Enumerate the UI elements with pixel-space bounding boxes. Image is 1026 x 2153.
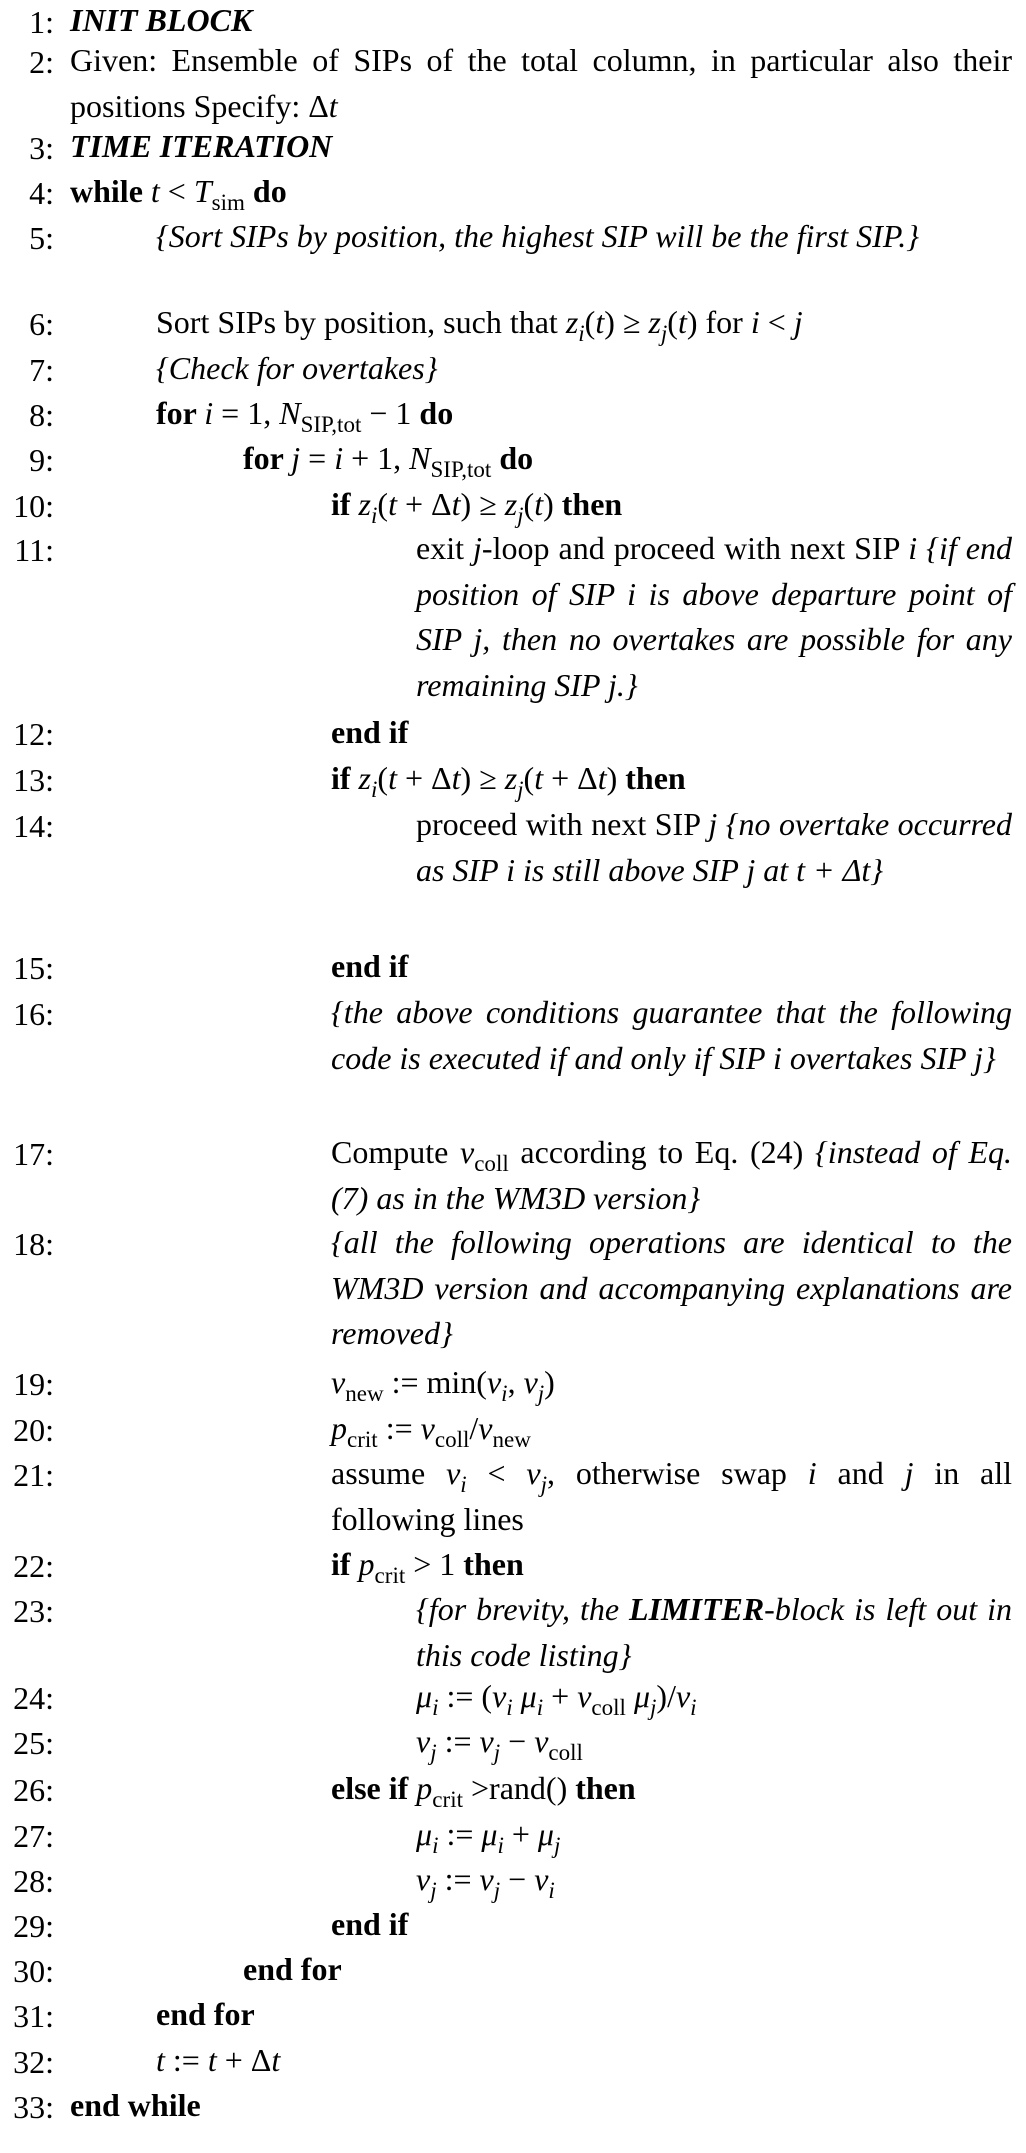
line-content xyxy=(70,38,1012,129)
line-number: 22: xyxy=(13,1548,54,1584)
text: − xyxy=(500,1861,535,1897)
text: + xyxy=(503,1816,538,1852)
text: < xyxy=(159,173,194,209)
line-content xyxy=(331,990,1012,1081)
text: , otherwise swap xyxy=(547,1455,808,1491)
math-symbol: j xyxy=(708,806,718,842)
math-symbol: μ xyxy=(520,1678,537,1714)
line-content xyxy=(331,482,1012,528)
text: / xyxy=(469,1410,479,1446)
line-content xyxy=(331,1542,1012,1588)
subscript: j xyxy=(517,502,524,529)
math-symbol: ν xyxy=(420,1410,435,1446)
line-number: 26: xyxy=(13,1772,54,1808)
line-number: 3: xyxy=(29,130,54,166)
text: ( xyxy=(523,760,535,796)
line-number: 19: xyxy=(13,1366,54,1402)
math-symbol: ν xyxy=(526,1455,541,1491)
line-number: 2: xyxy=(29,44,54,80)
text: := xyxy=(377,1410,421,1446)
text: := xyxy=(436,1861,480,1897)
line-number: 20: xyxy=(13,1412,54,1448)
math-symbol: p xyxy=(358,1546,375,1582)
subscript: crit xyxy=(347,1426,378,1453)
math-symbol: t xyxy=(207,2042,217,2078)
line-content xyxy=(416,1587,1012,1678)
math-symbol: N xyxy=(409,440,431,476)
keyword: end if xyxy=(331,1906,409,1942)
keyword: do xyxy=(244,173,287,209)
math-symbol: ν xyxy=(492,1678,507,1714)
math-symbol: p xyxy=(416,1770,433,1806)
text: >rand() xyxy=(463,1770,576,1806)
text: + Δ xyxy=(216,2042,272,2078)
keyword: then xyxy=(561,486,623,522)
line-content xyxy=(331,710,1012,756)
math-symbol: t xyxy=(677,304,687,340)
subscript: coll xyxy=(474,1150,509,1177)
line-content xyxy=(331,756,1012,802)
keyword: then xyxy=(463,1546,524,1582)
line-number: 30: xyxy=(13,1953,54,1989)
math-symbol: t xyxy=(534,486,544,522)
math-symbol: t xyxy=(451,486,461,522)
keyword: end while xyxy=(70,2087,201,2123)
text: − 1 xyxy=(361,395,420,431)
keyword: end if xyxy=(331,714,409,750)
line-content xyxy=(416,1719,1012,1765)
math-symbol: t xyxy=(150,173,160,209)
subscript: i xyxy=(432,1832,439,1859)
text: := xyxy=(436,1723,480,1759)
line-content xyxy=(416,1674,1012,1720)
subscript: j xyxy=(517,776,524,803)
keyword: for xyxy=(243,440,292,476)
line-number: 23: xyxy=(13,1593,54,1629)
line-content xyxy=(331,1902,1012,1948)
line-content xyxy=(243,1947,1012,1993)
math-symbol: z xyxy=(504,760,518,796)
subscript: j xyxy=(493,1877,501,1904)
line-content xyxy=(331,1406,1012,1452)
line-content xyxy=(156,300,1012,346)
line-content xyxy=(156,346,1012,392)
text: exit xyxy=(416,530,474,566)
text: := min( xyxy=(383,1364,487,1400)
subscript: j xyxy=(660,320,668,347)
math-symbol: z xyxy=(504,486,518,522)
text: -loop and proceed with next SIP xyxy=(481,530,909,566)
subscript: coll xyxy=(434,1426,470,1453)
line-number: 6: xyxy=(29,306,54,342)
comment: {for brevity, the xyxy=(416,1591,630,1627)
line-content xyxy=(70,2083,1012,2129)
subscript: j xyxy=(537,1380,545,1407)
text: according to Eq. (24) xyxy=(508,1134,815,1170)
subscript: i xyxy=(690,1694,697,1721)
math-symbol: ν xyxy=(331,1364,346,1400)
math-symbol: ν xyxy=(523,1364,538,1400)
line-content xyxy=(156,1992,1012,2038)
line-number: 13: xyxy=(13,762,54,798)
subscript: i xyxy=(371,502,378,529)
text: < xyxy=(759,304,794,340)
text: + 1, xyxy=(343,440,410,476)
block-heading: INIT BLOCK xyxy=(70,2,253,38)
math-symbol: ν xyxy=(534,1723,549,1759)
text: = 1, xyxy=(213,395,280,431)
line-number: 29: xyxy=(13,1908,54,1944)
math-symbol: j xyxy=(473,530,482,566)
comment: {the above conditions guarantee that the following code is executed if and only if SIP i overtakes SIP j} xyxy=(331,994,1012,1076)
text: , xyxy=(507,1364,524,1400)
text: + Δ xyxy=(543,760,598,796)
math-symbol: μ xyxy=(481,1816,498,1852)
keyword: end for xyxy=(243,1951,342,1987)
comment: {instead of Eq. (7) as in the WM3D version} xyxy=(331,1134,1013,1216)
subscript: i xyxy=(497,1832,504,1859)
math-symbol: i xyxy=(750,304,760,340)
text: ( xyxy=(584,304,596,340)
subscript: new xyxy=(345,1380,384,1407)
math-symbol: t xyxy=(388,760,397,796)
math-symbol: t xyxy=(534,760,544,796)
math-symbol: j xyxy=(291,440,301,476)
text: ( xyxy=(523,486,535,522)
keyword: if xyxy=(331,486,359,522)
line-number: 1: xyxy=(29,4,54,40)
block-heading: LIMITER xyxy=(629,1591,765,1627)
comment: {Sort SIPs by position, the highest SIP will be the first SIP.} xyxy=(156,218,920,254)
text: := xyxy=(164,2042,208,2078)
text: ) xyxy=(543,486,562,522)
line-content xyxy=(70,124,1012,170)
subscript: j xyxy=(540,1471,548,1498)
subscript: i xyxy=(548,1877,555,1904)
line-number: 4: xyxy=(29,175,54,211)
line-number: 33: xyxy=(13,2089,54,2125)
line-number: 25: xyxy=(13,1725,54,1761)
comment: {Check for overtakes} xyxy=(156,350,438,386)
math-symbol: i xyxy=(204,395,214,431)
text: Compute xyxy=(331,1134,460,1170)
line-content xyxy=(156,2038,1012,2084)
keyword: do xyxy=(491,440,534,476)
text xyxy=(513,1678,521,1714)
text: in all following lines xyxy=(331,1455,1013,1537)
subscript: j xyxy=(493,1739,501,1766)
math-symbol: t xyxy=(156,2042,165,2078)
line-content xyxy=(156,214,1012,260)
line-number: 27: xyxy=(13,1818,54,1854)
subscript: new xyxy=(492,1426,531,1453)
subscript: j xyxy=(553,1832,561,1859)
subscript: coll xyxy=(548,1739,583,1766)
line-number: 15: xyxy=(13,950,54,986)
math-symbol: p xyxy=(331,1410,347,1446)
text: > 1 xyxy=(405,1546,464,1582)
math-symbol: ν xyxy=(675,1678,691,1714)
line-number: 16: xyxy=(13,996,54,1032)
line-number: 18: xyxy=(13,1226,54,1262)
math-symbol: N xyxy=(279,395,301,431)
text: − xyxy=(500,1723,535,1759)
line-number: 11: xyxy=(14,532,54,568)
math-symbol: t xyxy=(271,2042,281,2078)
math-symbol: j xyxy=(793,304,803,340)
text: ) ≥ xyxy=(460,760,505,796)
text: Sort SIPs by position, such that xyxy=(156,304,566,340)
text xyxy=(626,1678,634,1714)
line-number: 14: xyxy=(13,808,54,844)
text: ( xyxy=(377,760,389,796)
math-symbol: z xyxy=(358,760,371,796)
line-number: 17: xyxy=(13,1136,54,1172)
subscript: SIP,tot xyxy=(430,456,492,483)
text: + xyxy=(543,1678,578,1714)
text: ) ≥ xyxy=(460,486,505,522)
math-symbol: ν xyxy=(486,1364,502,1400)
math-symbol: ν xyxy=(416,1723,431,1759)
keyword: while xyxy=(70,173,151,209)
subscript: i xyxy=(460,1471,467,1498)
text: assume xyxy=(331,1455,447,1491)
text: ) for xyxy=(686,304,751,340)
line-content xyxy=(416,1857,1012,1903)
math-symbol: i xyxy=(334,440,344,476)
line-content xyxy=(331,1130,1012,1221)
comment: -block is left out in this code listing} xyxy=(416,1591,1012,1673)
text: + Δ xyxy=(396,486,452,522)
line-content xyxy=(331,1766,1012,1812)
line-content xyxy=(331,1220,1012,1357)
text: ) ≥ xyxy=(604,304,649,340)
text: ( xyxy=(667,304,678,340)
line-content xyxy=(416,1812,1012,1858)
subscript: i xyxy=(371,776,378,803)
subscript: i xyxy=(501,1380,508,1407)
text: := xyxy=(438,1816,482,1852)
line-number: 10: xyxy=(13,488,54,524)
text: ( xyxy=(377,486,389,522)
keyword: then xyxy=(575,1770,636,1806)
subscript: crit xyxy=(432,1786,463,1813)
math-symbol: i xyxy=(807,1455,817,1491)
line-number: 28: xyxy=(13,1863,54,1899)
math-symbol: ν xyxy=(416,1861,431,1897)
math-symbol: z xyxy=(648,304,661,340)
math-symbol: μ xyxy=(537,1816,554,1852)
text: + Δ xyxy=(396,760,452,796)
math-symbol: ν xyxy=(577,1678,592,1714)
line-content xyxy=(331,944,1012,990)
text: Given: Ensemble of SIPs of the total column, in particular also their positions Specify: Δ xyxy=(70,42,1012,124)
math-symbol: t xyxy=(451,760,461,796)
line-number: 32: xyxy=(13,2044,54,2080)
math-symbol: t xyxy=(328,87,338,124)
math-symbol: ν xyxy=(479,1861,494,1897)
text: ) xyxy=(606,760,626,796)
keyword: if xyxy=(331,760,359,796)
line-content xyxy=(416,526,1012,708)
line-content xyxy=(331,1360,1012,1406)
line-number: 9: xyxy=(29,442,54,478)
line-content xyxy=(156,391,1012,437)
keyword: else if xyxy=(331,1770,417,1806)
math-symbol: ν xyxy=(460,1134,475,1170)
line-number: 24: xyxy=(13,1680,54,1716)
keyword: if xyxy=(331,1546,359,1582)
text: < xyxy=(466,1455,527,1491)
subscript: j xyxy=(650,1694,657,1721)
line-number: 12: xyxy=(13,716,54,752)
comment: {all the following operations are identical to the WM3D version and accompanying explanations are removed} xyxy=(331,1224,1012,1352)
line-number: 31: xyxy=(13,1998,54,2034)
math-symbol: T xyxy=(193,173,212,209)
subscript: j xyxy=(430,1877,437,1904)
comment: {no overtake occurred as SIP i is still above SIP j at t + Δt} xyxy=(416,806,1013,888)
block-heading: TIME ITERATION xyxy=(70,128,333,164)
math-symbol: t xyxy=(597,760,607,796)
math-symbol: j xyxy=(904,1455,914,1491)
math-symbol: z xyxy=(565,304,579,340)
subscript: i xyxy=(536,1694,544,1721)
subscript: i xyxy=(506,1694,513,1721)
subscript: j xyxy=(430,1739,437,1766)
keyword: do xyxy=(419,395,454,431)
keyword: end for xyxy=(156,1996,255,2032)
math-symbol: ν xyxy=(446,1455,461,1491)
line-content xyxy=(243,436,1012,482)
comment: {if end position of SIP i is above departure point of SIP j, then no overtakes are possible for any remaining SIP j.} xyxy=(416,530,1013,703)
math-symbol: t xyxy=(388,486,397,522)
text: and xyxy=(816,1455,905,1491)
line-number: 8: xyxy=(29,397,54,433)
line-content xyxy=(416,802,1012,893)
math-symbol: i xyxy=(908,530,918,566)
keyword: then xyxy=(625,760,686,796)
text: proceed with next SIP xyxy=(416,806,709,842)
line-content xyxy=(70,169,1012,215)
subscript: i xyxy=(432,1694,439,1721)
subscript: crit xyxy=(374,1562,406,1589)
math-symbol: ν xyxy=(534,1861,549,1897)
math-symbol: ν xyxy=(478,1410,493,1446)
math-symbol: ν xyxy=(479,1723,494,1759)
line-number: 5: xyxy=(29,220,54,256)
subscript: coll xyxy=(591,1694,626,1721)
math-symbol: μ xyxy=(633,1678,650,1714)
text: ) xyxy=(544,1364,555,1400)
keyword: for xyxy=(156,395,205,431)
math-symbol: t xyxy=(595,304,605,340)
line-content xyxy=(331,1451,1012,1542)
line-number: 7: xyxy=(29,352,54,388)
text: = xyxy=(300,440,335,476)
subscript: SIP,tot xyxy=(300,411,362,438)
subscript: i xyxy=(578,320,585,347)
keyword: end if xyxy=(331,948,409,984)
text: )/ xyxy=(656,1678,676,1714)
math-symbol: μ xyxy=(416,1678,433,1714)
text: := ( xyxy=(438,1678,493,1714)
math-symbol: z xyxy=(358,486,371,522)
math-symbol: μ xyxy=(416,1816,433,1852)
subscript: sim xyxy=(211,189,245,216)
line-number: 21: xyxy=(13,1457,54,1493)
